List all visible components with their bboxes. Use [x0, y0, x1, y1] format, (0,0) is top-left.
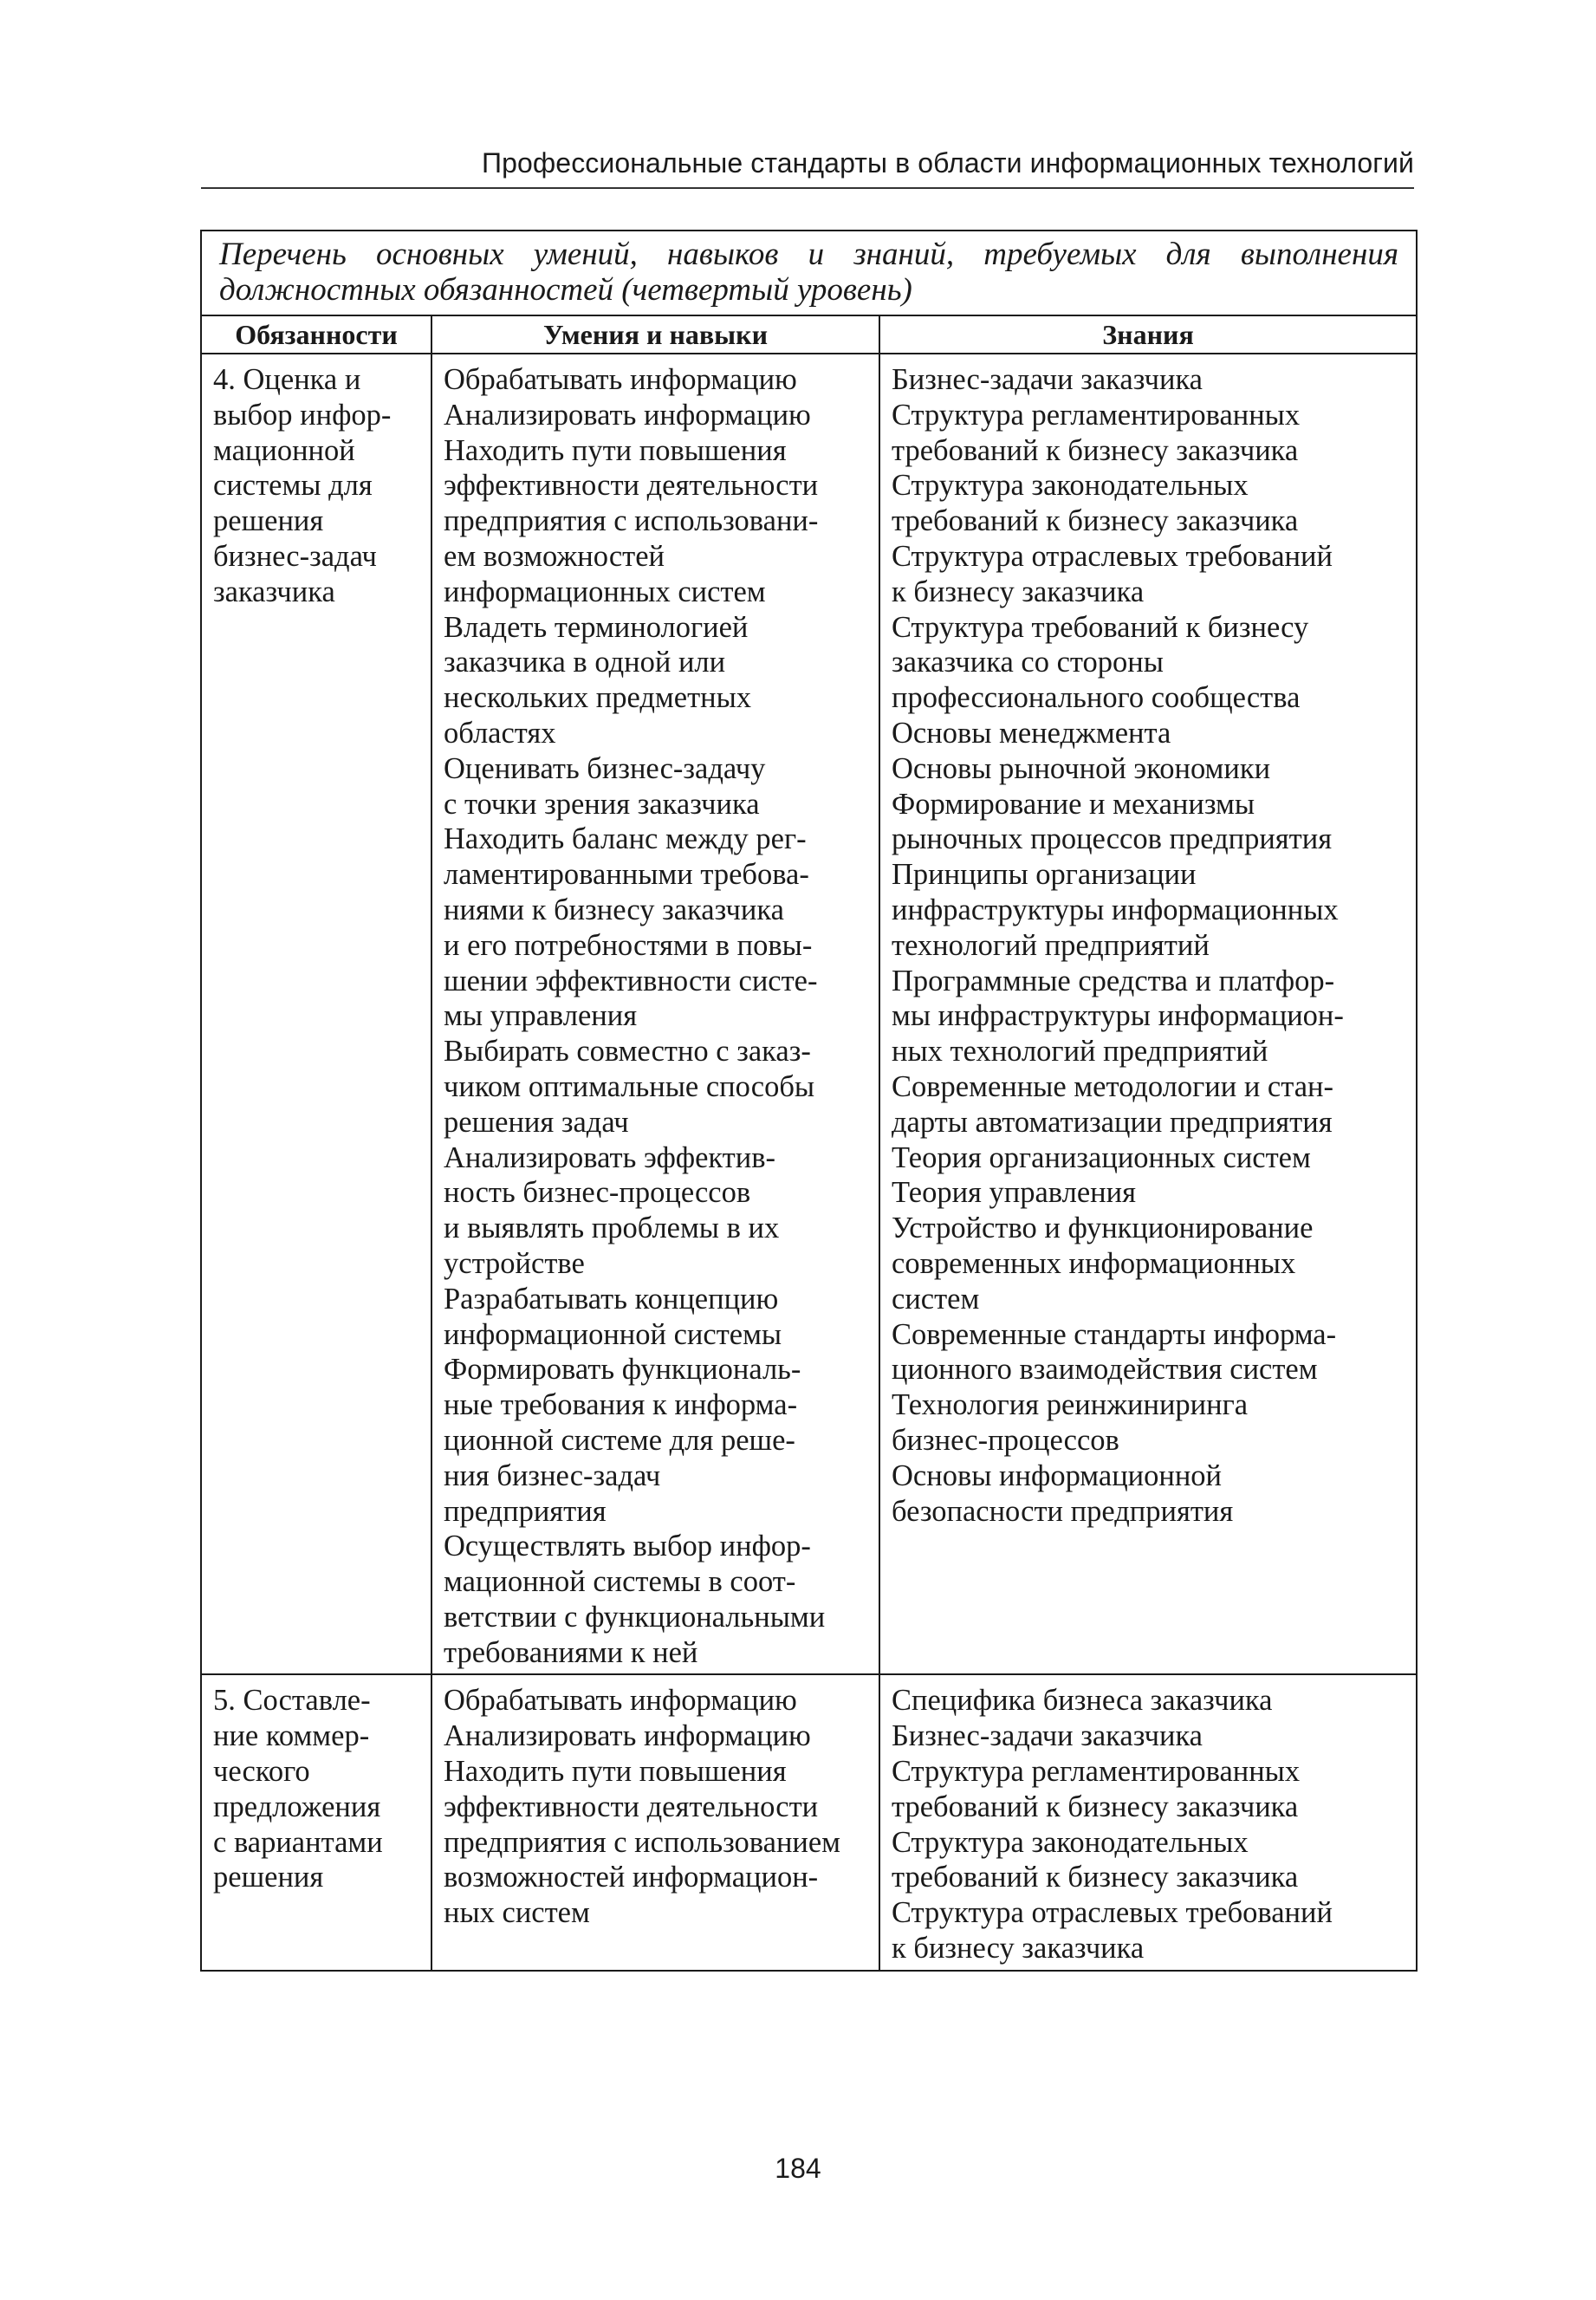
cell-text-line: Теория управления: [892, 1176, 1136, 1210]
cell-text-line: с точки зрения заказчика: [444, 787, 760, 821]
cell-text-line: технологий предприятий: [892, 928, 1210, 962]
cell-text-line: решения: [213, 504, 324, 538]
header-row: [201, 315, 1417, 354]
running-head: Профессиональные стандарты в области информационных технологий: [481, 147, 1414, 179]
cell-text-line: ческого: [213, 1755, 310, 1789]
cell-text-line: систем: [892, 1282, 980, 1316]
cell-text-line: Структура законодательных: [892, 1825, 1249, 1859]
cell-text-line: мационной системы в соот-: [444, 1565, 796, 1599]
cell-text-line: Обрабатывать информацию: [444, 1684, 797, 1718]
cell-text-line: системы для: [213, 469, 373, 503]
column-header-duties: Обязанности: [201, 315, 431, 354]
cell-text-line: Формирование и механизмы: [892, 787, 1255, 821]
cell-text-line: инфраструктуры информационных: [892, 893, 1339, 926]
cell-text-line: к бизнесу заказчика: [892, 1932, 1145, 1965]
skills-cell: [431, 1674, 879, 1970]
cell-text-line: и выявлять проблемы в их: [444, 1212, 780, 1245]
cell-text-line: эффективности деятельности: [444, 1790, 819, 1823]
cell-text-line: ние коммер-: [213, 1719, 370, 1753]
caption-row: [201, 231, 1417, 315]
table-caption: Перечень основных умений, навыков и знаний, требуемых для выполнения должностных обязанностей (четвертый уровень): [201, 231, 1417, 315]
skills-table: [200, 230, 1418, 1972]
cell-text-line: возможностей информацион-: [444, 1861, 819, 1894]
skills-cell: [431, 354, 879, 1674]
cell-text-line: устройстве: [444, 1246, 585, 1280]
cell-text-line: Технология реинжиниринга: [892, 1388, 1249, 1422]
cell-text-line: ветствии с функциональными: [444, 1600, 826, 1634]
cell-text-line: Находить пути повышения: [444, 1755, 787, 1789]
cell-text-line: Структура отраслевых требований: [892, 1896, 1333, 1930]
cell-text-line: Разрабатывать концепцию: [444, 1282, 779, 1316]
cell-text-line: безопасности предприятия: [892, 1494, 1234, 1528]
header-rule: [201, 187, 1414, 189]
cell-text-line: Анализировать информацию: [444, 1719, 811, 1753]
cell-text-line: мы управления: [444, 999, 638, 1033]
cell-text-line: Специфика бизнеса заказчика: [892, 1684, 1273, 1718]
cell-text-line: Владеть терминологией: [444, 610, 749, 644]
cell-text-line: Оценивать бизнес-задачу: [444, 751, 766, 785]
cell-text-line: Основы менеджмента: [892, 716, 1171, 750]
cell-text-line: Программные средства и платфор-: [892, 964, 1335, 997]
cell-text-line: заказчика: [213, 575, 335, 608]
cell-text-line: дарты автоматизации предприятия: [892, 1105, 1333, 1139]
cell-text-line: Устройство и функционирование: [892, 1212, 1314, 1245]
cell-text-line: Находить пути повышения: [444, 433, 787, 467]
cell-text-line: Основы рыночной экономики: [892, 751, 1271, 785]
cell-text-line: бизнес-задач: [213, 539, 377, 573]
cell-text-line: Анализировать информацию: [444, 398, 811, 432]
column-header-skills: Умения и навыки: [431, 315, 879, 354]
cell-text-line: с вариантами: [213, 1825, 383, 1859]
cell-text-line: 5. Составле-: [213, 1684, 371, 1718]
cell-text-line: решения: [213, 1861, 324, 1894]
cell-text-line: рыночных процессов предприятия: [892, 822, 1333, 856]
cell-text-line: Обрабатывать информацию: [444, 363, 797, 396]
duty-cell: [201, 354, 431, 1674]
cell-text-line: ных технологий предприятий: [892, 1035, 1268, 1069]
cell-text-line: нескольких предметных: [444, 681, 752, 715]
cell-text-line: Структура регламентированных: [892, 1755, 1301, 1789]
cell-text-line: Принципы организации: [892, 858, 1197, 892]
duty-cell: [201, 1674, 431, 1970]
cell-text-line: Теория организационных систем: [892, 1140, 1311, 1174]
cell-text-line: Находить баланс между рег-: [444, 822, 807, 856]
cell-text-line: Структура требований к бизнесу: [892, 610, 1309, 644]
cell-text-line: эффективности деятельности: [444, 469, 819, 503]
cell-text-line: решения задач: [444, 1105, 629, 1139]
cell-text-line: Бизнес-задачи заказчика: [892, 1719, 1203, 1753]
cell-text-line: ния бизнес-задач: [444, 1459, 661, 1492]
cell-text-line: заказчика со стороны: [892, 646, 1164, 679]
cell-text-line: ность бизнес-процессов: [444, 1176, 751, 1210]
page-number: 184: [775, 2153, 821, 2184]
cell-text-line: предприятия: [444, 1494, 607, 1528]
cell-text-line: требований к бизнесу заказчика: [892, 1790, 1299, 1823]
cell-text-line: Бизнес-задачи заказчика: [892, 363, 1203, 396]
cell-text-line: Современные стандарты информа-: [892, 1317, 1337, 1351]
cell-text-line: требований к бизнесу заказчика: [892, 1861, 1299, 1894]
knowledge-cell: [879, 354, 1417, 1674]
cell-text-line: заказчика в одной или: [444, 646, 726, 679]
cell-text-line: шении эффективности систе-: [444, 964, 818, 997]
cell-text-line: ционной системе для реше-: [444, 1423, 795, 1457]
cell-text-line: ные требования к информа-: [444, 1388, 798, 1422]
cell-text-line: информационных систем: [444, 575, 766, 608]
column-header-knowledge: Знания: [879, 315, 1417, 354]
cell-text-line: к бизнесу заказчика: [892, 575, 1145, 608]
cell-text-line: ламентированными требова-: [444, 858, 809, 892]
cell-text-line: предприятия с использованием: [444, 1825, 841, 1859]
cell-text-line: и его потребностями в повы-: [444, 928, 813, 962]
cell-text-line: предложения: [213, 1790, 381, 1823]
cell-text-line: областях: [444, 716, 556, 750]
cell-text-line: мы инфраструктуры информацион-: [892, 999, 1344, 1033]
cell-text-line: Осуществлять выбор инфор-: [444, 1530, 811, 1563]
cell-text-line: Анализировать эффектив-: [444, 1140, 776, 1174]
cell-text-line: Структура регламентированных: [892, 398, 1301, 432]
cell-text-line: Современные методологии и стан-: [892, 1069, 1334, 1103]
cell-text-line: ных систем: [444, 1896, 590, 1930]
cell-text-line: ционного взаимодействия систем: [892, 1353, 1318, 1387]
cell-text-line: ем возможностей: [444, 539, 665, 573]
cell-text-line: мационной: [213, 433, 355, 467]
cell-text-line: 4. Оценка и: [213, 363, 361, 396]
cell-text-line: Формировать функциональ-: [444, 1353, 801, 1387]
cell-text-line: современных информационных: [892, 1246, 1296, 1280]
cell-text-line: ниями к бизнесу заказчика: [444, 893, 784, 926]
cell-text-line: бизнес-процессов: [892, 1423, 1119, 1457]
cell-text-line: Основы информационной: [892, 1459, 1223, 1492]
cell-text-line: требований к бизнесу заказчика: [892, 433, 1299, 467]
cell-text-line: информационной системы: [444, 1317, 782, 1351]
cell-text-line: требованиями к ней: [444, 1635, 698, 1669]
table-row: [201, 354, 1417, 1674]
cell-text-line: выбор инфор-: [213, 398, 392, 432]
cell-text-line: чиком оптимальные способы: [444, 1069, 815, 1103]
cell-text-line: Структура законодательных: [892, 469, 1249, 503]
cell-text-line: требований к бизнесу заказчика: [892, 504, 1299, 538]
cell-text-line: Структура отраслевых требований: [892, 539, 1333, 573]
cell-text-line: профессионального сообщества: [892, 681, 1301, 715]
table-row: [201, 1674, 1417, 1970]
cell-text-line: Выбирать совместно с заказ-: [444, 1035, 811, 1069]
cell-text-line: предприятия с использовани-: [444, 504, 819, 538]
knowledge-cell: [879, 1674, 1417, 1970]
